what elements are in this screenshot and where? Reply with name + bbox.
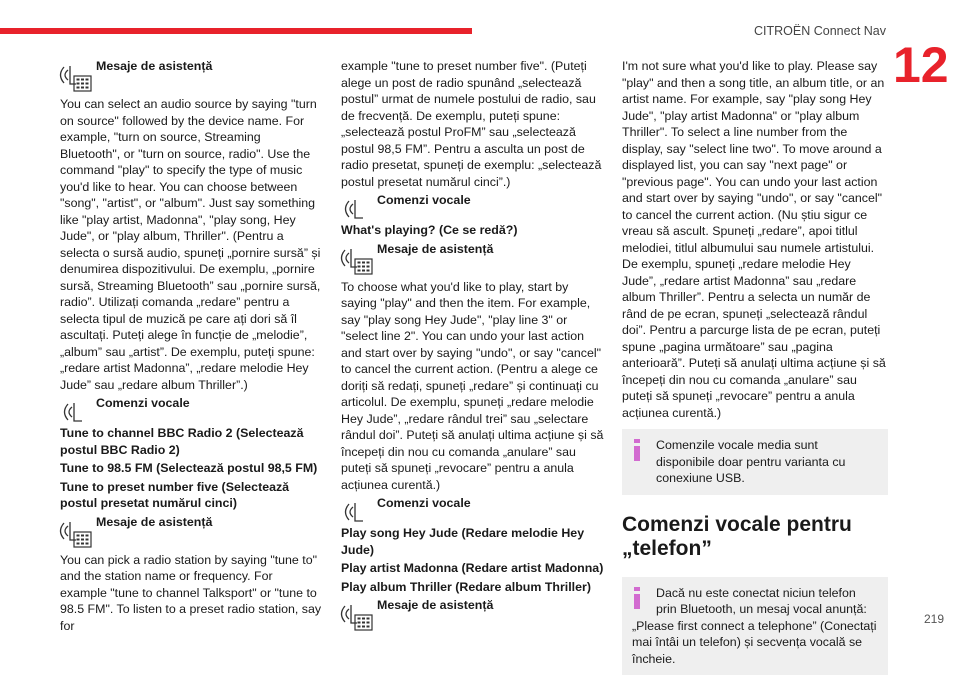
running-title: CITROËN Connect Nav bbox=[754, 24, 886, 38]
voice-command-icon bbox=[341, 497, 377, 531]
paragraph: You can select an audio source by saying "turn on source" followed by the device name. For example, "turn on source, Streaming Bluetooth", or "turn on source, radio". Use the command "play" to specify the type of music you'd like to hear. You can choose between "song", "artist", or "album". Just say something like "play artist, Madonna", "play song, Hey Jude", or "play album, Thriller". (Pentru a selecta o sursă audio, spuneți „pornire sursă” și denumirea dispozitivului. De exemplu, „pornire sursă, Streaming Bluetooth” sau „pornire sursă, radio”. Utilizați comanda „redare” pentru a selecta tipul de muzică pe care ați dori să îl ascultați. Puteți alege în funcție de „melodie”, „album” sau „artist”. De exemplu, puteți spune: „redare artist Madonna”, „redare melodie Hey Jude” sau „redare album Thriller”.) bbox=[60, 96, 322, 393]
section-heading: Comenzi vocale pentru „telefon” bbox=[622, 513, 888, 561]
info-icon bbox=[632, 587, 642, 609]
paragraph: example "tune to preset number five". (Puteți alege un post de radio spunând „selectează postul” urmat de numele postului de radio, sau de frecvență. De exemplu, puteți spune: „selectează postul ProFM” sau „selectează postul 98,5 FM”. Pentru a asculta un post de radio presetat, spuneți de exemplu: „selectează postul presetat numărul cinci”.) bbox=[341, 58, 604, 190]
info-text: Comenzile vocale media sunt disponibile doar pentru varianta cu conexiune USB. bbox=[632, 437, 878, 487]
column-2 bbox=[341, 58, 604, 635]
voice-command-icon bbox=[60, 397, 96, 431]
column-1 bbox=[60, 58, 322, 636]
heading-text: Mesaje de asistență bbox=[377, 242, 493, 256]
info-box bbox=[622, 577, 888, 675]
paragraph: To choose what you'd like to play, start by saying "play" and then the item. For example, say "play song Hey Jude", "play line 3" or "select line 2". You can undo your last action and start over by saying "undo", or say "cancel" to cancel the current action. (Pentru a alege ce doriți să redați, spuneți „redare” și continuați cu articolul. De exemplu, spuneți „redare melodie Hey Jude”, „redare rândul trei” sau „selectare rândul doi”. Puteți să anulați ultima acțiune și să începeți din nou cu comanda „anulare” sau puteți să spuneți „revocare” pentru a anula acțiunea curentă.) bbox=[341, 279, 604, 494]
assist-heading bbox=[341, 241, 604, 279]
command-text: Play album Thriller (Redare album Thriller) bbox=[341, 579, 604, 596]
info-text: „Please first connect a telephone” (Conectați mai întâi un telefon) și secvența vocală se încheie. bbox=[632, 618, 878, 668]
voice-commands-heading bbox=[341, 495, 604, 525]
command-text: Tune to 98.5 FM (Selectează postul 98,5 FM) bbox=[60, 460, 322, 477]
heading-text: Mesaje de asistență bbox=[96, 515, 212, 529]
command-text: Tune to channel BBC Radio 2 (Selectează postul BBC Radio 2) bbox=[60, 425, 322, 458]
column-3 bbox=[622, 58, 888, 675]
command-text: What's playing? (Ce se redă?) bbox=[341, 222, 604, 239]
command-text: Play artist Madonna (Redare artist Madonna) bbox=[341, 560, 604, 577]
voice-assist-keypad-icon bbox=[341, 599, 377, 633]
paragraph: I'm not sure what you'd like to play. Please say "play" and then a song title, an album title, or an artist name. For example, say "play song Hey Jude", "play artist Madonna" or "play album Thriller". To select a line number from the display, say "select line two". To move around a displayed list, you can say "next page" or "previous page". You can undo your last action and start over by saying "undo", or say "cancel" to cancel the current action. (Nu știu sigur ce vreau să ascult. Spuneți „redare”, apoi titlul melodiei, titlul albumului sau numele artistului. De exemplu, spuneți „redare melodie Hey Jude”, „redare artist Madonna” sau „redare album Thriller”. Pentru a selecta un număr de rând de pe ecran, spuneți „selectează rândul doi”. Pentru a parcurge lista de pe ecran, puteți spune „pagina următoare” sau „pagina anterioară”. Puteți să anulați ultima acțiune și să începeți din nou cu comanda „anulare” sau puteți să spuneți „revocare” pentru a anula acțiunea curentă.) bbox=[622, 58, 888, 421]
command-text: Tune to preset number five (Selectează postul presetat numărul cinci) bbox=[60, 479, 322, 512]
heading-text: Comenzi vocale bbox=[377, 496, 471, 510]
heading-text: Mesaje de asistență bbox=[96, 59, 212, 73]
voice-assist-keypad-icon bbox=[60, 60, 96, 94]
voice-commands-heading bbox=[60, 395, 322, 425]
info-box bbox=[622, 429, 888, 495]
voice-assist-keypad-icon bbox=[60, 516, 96, 550]
voice-command-icon bbox=[341, 194, 377, 228]
voice-assist-keypad-icon bbox=[341, 243, 377, 277]
info-icon bbox=[632, 439, 642, 461]
heading-text: Comenzi vocale bbox=[377, 193, 471, 207]
page-number: 219 bbox=[924, 612, 944, 626]
assist-heading bbox=[60, 514, 322, 552]
top-accent-bar bbox=[0, 28, 472, 34]
chapter-number: 12 bbox=[893, 40, 949, 90]
heading-text: Mesaje de asistență bbox=[377, 598, 493, 612]
command-text: Play song Hey Jude (Redare melodie Hey Jude) bbox=[341, 525, 604, 558]
assist-heading bbox=[341, 597, 604, 635]
voice-commands-heading bbox=[341, 192, 604, 222]
assist-heading bbox=[60, 58, 322, 96]
info-text: Dacă nu este conectat niciun telefon prin Bluetooth, un mesaj vocal anunță: bbox=[632, 585, 878, 618]
paragraph: You can pick a radio station by saying "tune to" and the station name or frequency. For example "tune to channel Talksport" or "tune to 98.5 FM". To listen to a preset radio station, say for bbox=[60, 552, 322, 635]
heading-text: Comenzi vocale bbox=[96, 396, 190, 410]
